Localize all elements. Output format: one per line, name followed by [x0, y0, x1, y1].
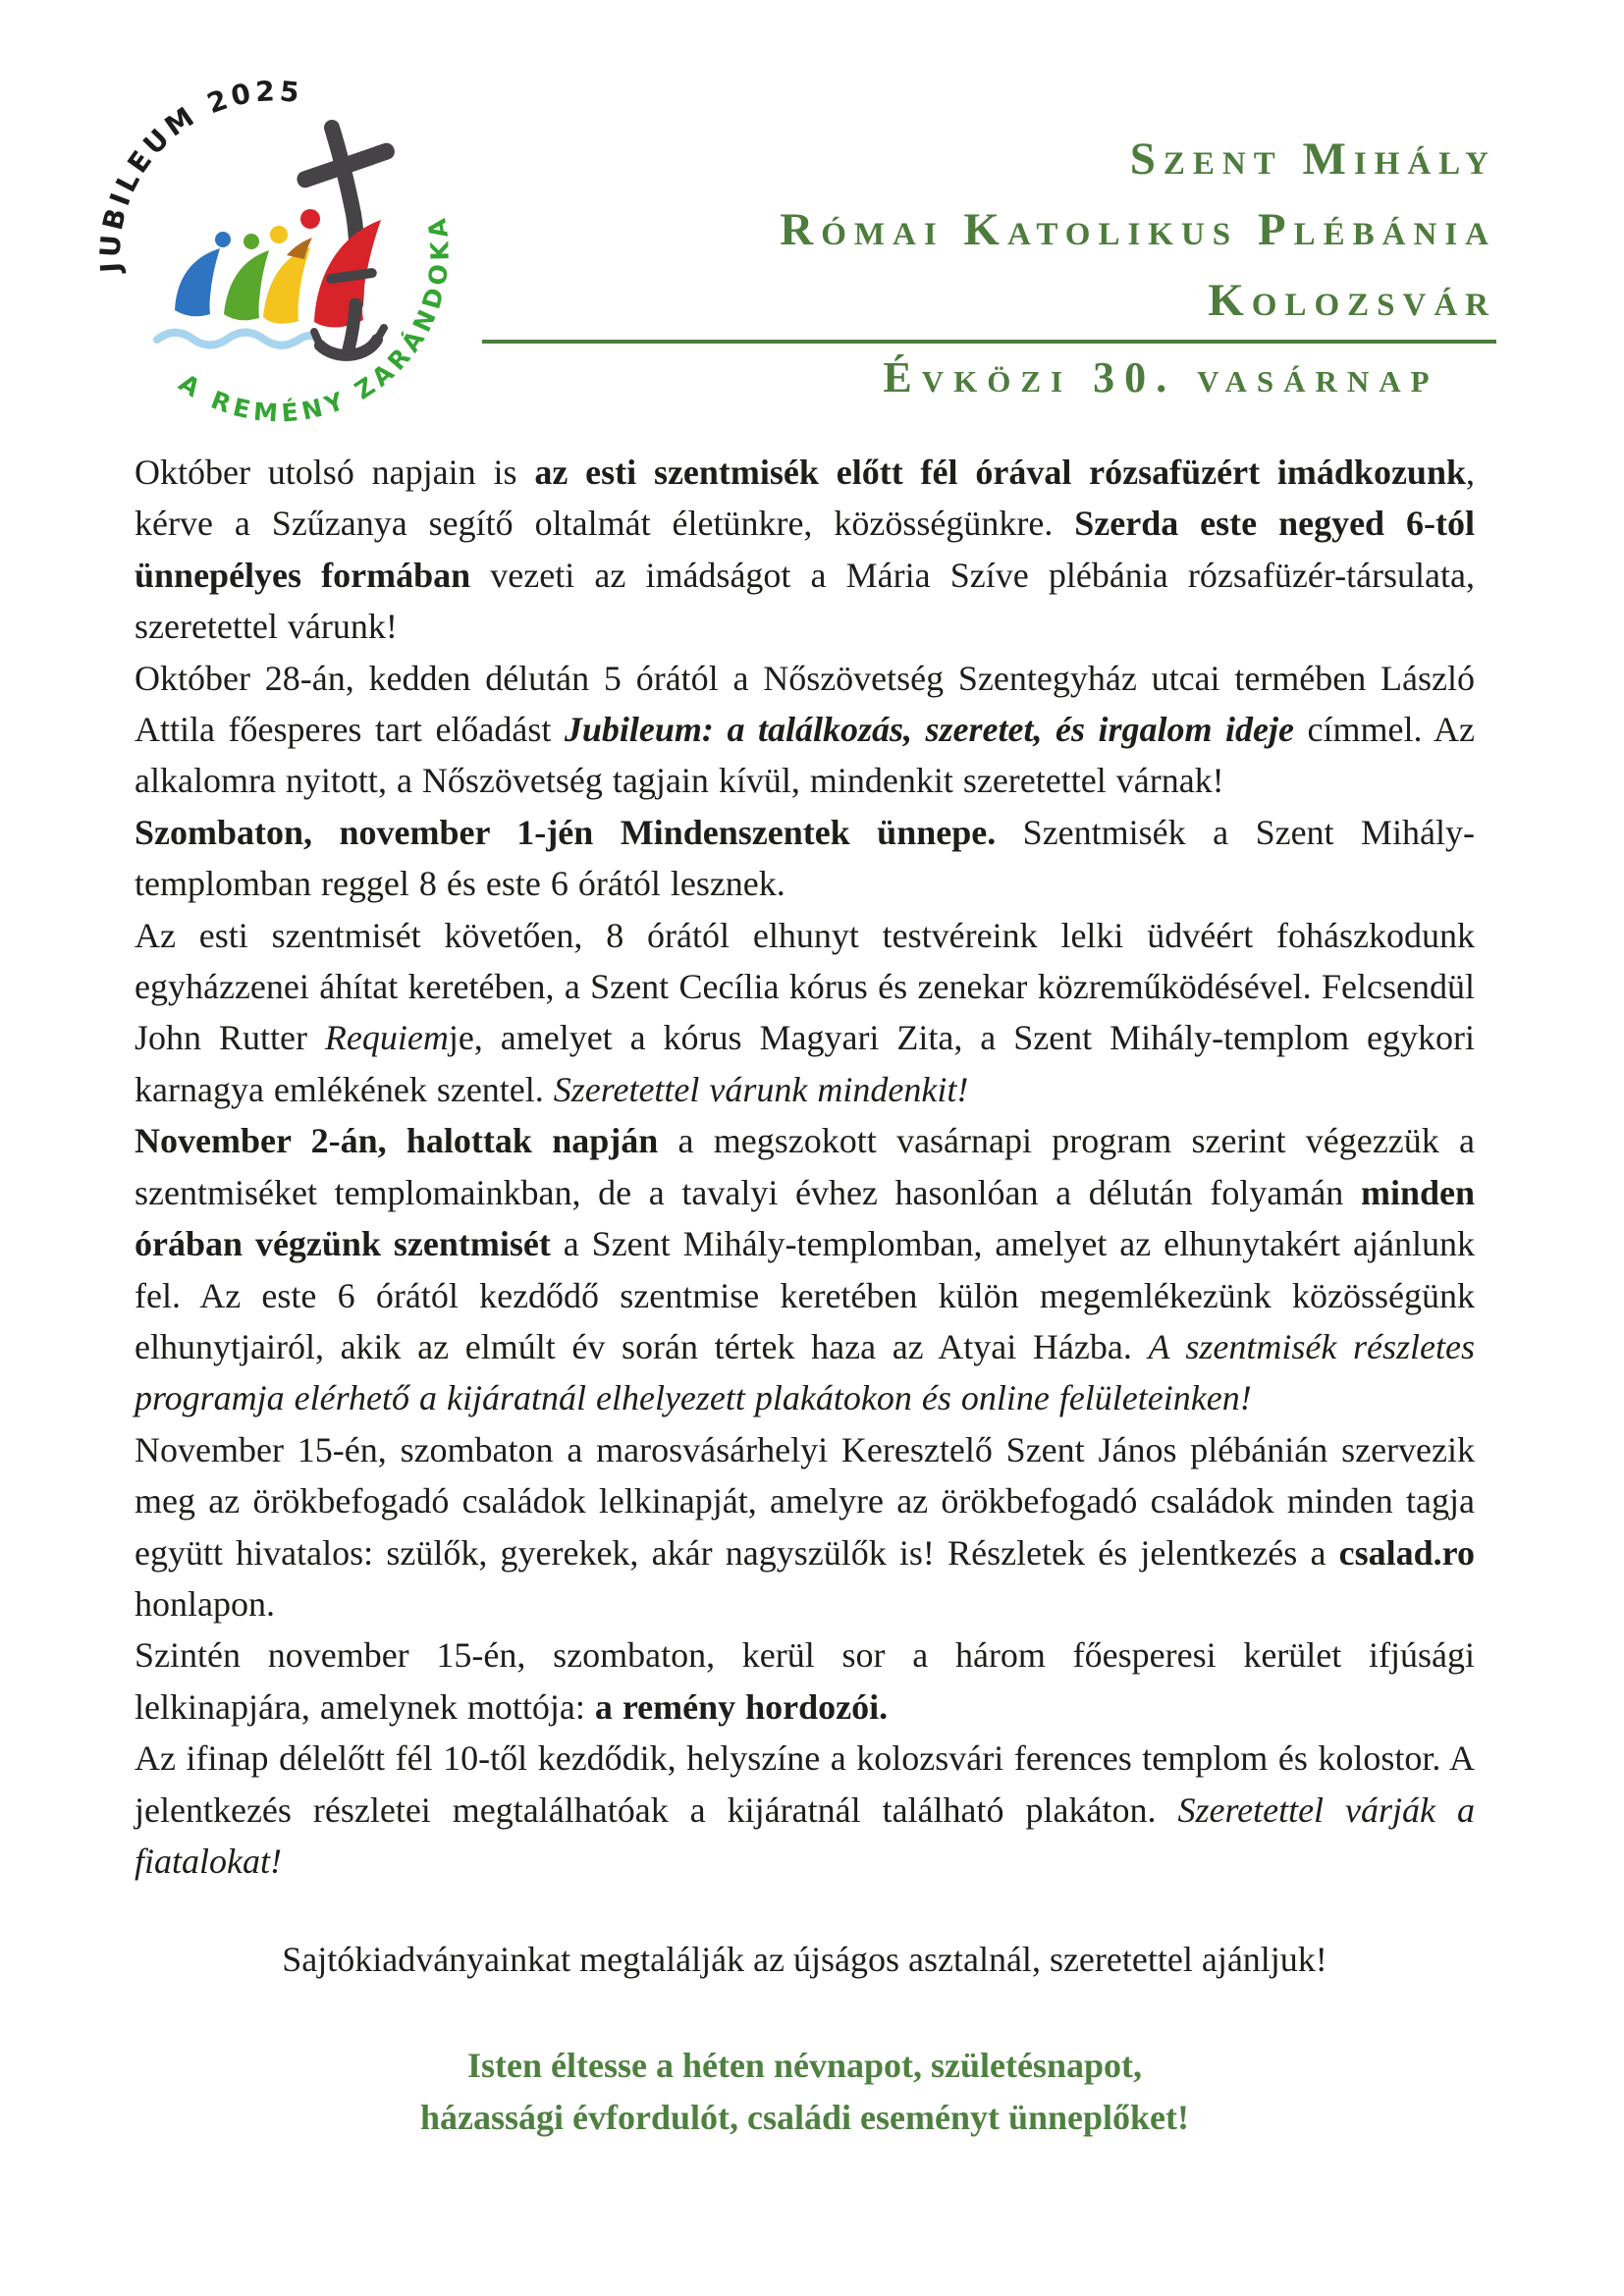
- logo-top-arc-text: JUBILEUM 2025: [93, 75, 305, 274]
- text-segment: honlapon.: [135, 1583, 275, 1624]
- text-segment: Szombaton, november 1-jén Mindenszentek ünnepe.: [135, 812, 997, 852]
- text-segment: Szeretettel várunk mindenkit!: [553, 1069, 969, 1109]
- text-segment: a remény hordozói.: [594, 1686, 889, 1727]
- body-paragraph: [135, 1115, 1475, 1423]
- figure-blue-head: [215, 232, 231, 247]
- wave-icon: [157, 333, 316, 346]
- text-segment: Az ifinap délelőtt fél 10-től kezdődik, helyszíne a kolozsvári ferences templom és kolostor. A jelentkezés részletei megtalálhatóak a kijáratnál található plakáton.: [135, 1738, 1475, 1830]
- parish-name-line1: Szent Mihály: [1129, 133, 1496, 185]
- text-segment: Október utolsó napjain is: [135, 453, 535, 492]
- text-segment: minden órában végzünk szentmisét: [135, 1172, 1475, 1264]
- parish-name-line3: Kolozsvár: [1208, 275, 1496, 326]
- text-segment: Az esti szentmisét követően, 8 órától elhunyt testvéreink lelki üdvéért fohászkodunk egyházzenei áhítat keretében, a Szent Cecília kórus és zenekar közreműködésével. Felcsendül John Rutter: [135, 915, 1475, 1058]
- body-paragraph: [135, 1733, 1475, 1887]
- body-paragraph: [135, 807, 1475, 910]
- text-segment: Október 28-án, kedden délután 5 órától a Nőszövetség Szentegyház utcai termében László Attila főesperes tart előadást: [135, 658, 1475, 750]
- figure-yellow-head: [270, 226, 288, 243]
- parish-name-line2: Római Katolikus Plébánia: [780, 204, 1496, 255]
- logo-bottom-arc-text: A REMÉNY ZARÁNDOKAI: [61, 44, 455, 428]
- body-paragraph: [135, 653, 1475, 807]
- content-column: [135, 447, 1475, 2144]
- text-segment: Szeretettel várják a fiatalokat!: [135, 1789, 1475, 1881]
- text-segment: , kérve a Szűzanya segítő oltalmát életünkre, közösségünkre.: [135, 453, 1475, 544]
- figure-green-head: [244, 234, 259, 249]
- blessing-block: [135, 2040, 1475, 2144]
- blessing-line2: házassági évfordulót, családi eseményt ünneplőket!: [420, 2098, 1189, 2138]
- text-segment: a megszokott vasárnapi program szerint végezzük a szentmiséket templomainkban, de a tavalyi évhez hasonlóan a délután folyamán: [135, 1121, 1475, 1212]
- sunday-title: Évközi 30. vasárnap: [883, 353, 1439, 401]
- body-paragraph: [135, 910, 1475, 1116]
- text-segment: vezeti az imádságot a Mária Szíve plébánia rózsafüzér-társulata, szeretettel várunk!: [135, 555, 1476, 647]
- text-segment: Jubileum: a találkozás, szeretet, és irgalom ideje: [564, 710, 1294, 750]
- text-segment: A szentmisék részletes programja elérhető a kijáratnál elhelyezett plakátokon és online felületeinken!: [135, 1326, 1475, 1418]
- text-segment: November 15-én, szombaton a marosvásárhelyi Keresztelő Szent János plébánián szervezik meg az örökbefogadó családok lelkinapját, amelyre az örökbefogadó családok minden tagja együtt hivatalos: szülők, gyerekek, akár nagyszülők is! Részletek és jelentkezés a: [135, 1429, 1475, 1573]
- press-note: Sajtókiadványainkat megtalálják az újságos asztalnál, szeretettel ajánljuk!: [282, 1940, 1327, 1980]
- body-paragraph: [135, 1629, 1475, 1733]
- body-paragraph: [135, 1424, 1475, 1630]
- text-segment: Szentmisék a Szent Mihály-templomban reggel 8 és este 6 órától lesznek.: [135, 812, 1475, 904]
- text-segment: Szerda este negyed 6-tól ünnepélyes formában: [135, 504, 1475, 595]
- announcements: [135, 447, 1475, 1887]
- figure-red-head: [300, 209, 320, 229]
- text-segment: címmel. Az alkalomra nyitott, a Nőszövetség tagjain kívül, mindenkit szeretettel várnak!: [135, 710, 1475, 801]
- text-segment: csalad.ro: [1338, 1532, 1475, 1573]
- figure-blue-sail: [175, 248, 220, 316]
- figure-green-sail: [224, 250, 269, 320]
- text-segment: je, amelyet a kórus Magyari Zita, a Szent Mihály-templom egykori karnagya emlékének szentel.: [135, 1018, 1475, 1109]
- text-segment: a Szent Mihály-templomban, amelyet az elhunytakért ajánlunk fel. Az este 6 órától kezdődő szentmise keretében külön megemlékezünk közösségünk elhunytjairól, akik az elmúlt év során tértek haza az Atyai Házba.: [135, 1224, 1475, 1366]
- blessing-line1: Isten éltesse a héten névnapot, születésnapot,: [467, 2046, 1142, 2086]
- text-segment: Szintén november 15-én, szombaton, kerül sor a három főesperesi kerület ifjúsági lelkinapjára, amelynek mottója:: [135, 1635, 1475, 1727]
- jubilee-2025-logo: [61, 44, 471, 469]
- parish-header: [482, 124, 1496, 412]
- text-segment: az esti szentmisék előtt fél órával rózsafüzért imádkozunk: [534, 453, 1466, 492]
- text-segment: November 2-án, halottak napján: [135, 1121, 659, 1161]
- body-paragraph: [135, 447, 1475, 653]
- text-segment: Requiem: [324, 1018, 449, 1058]
- jubilee-logo-graphic: [61, 44, 471, 469]
